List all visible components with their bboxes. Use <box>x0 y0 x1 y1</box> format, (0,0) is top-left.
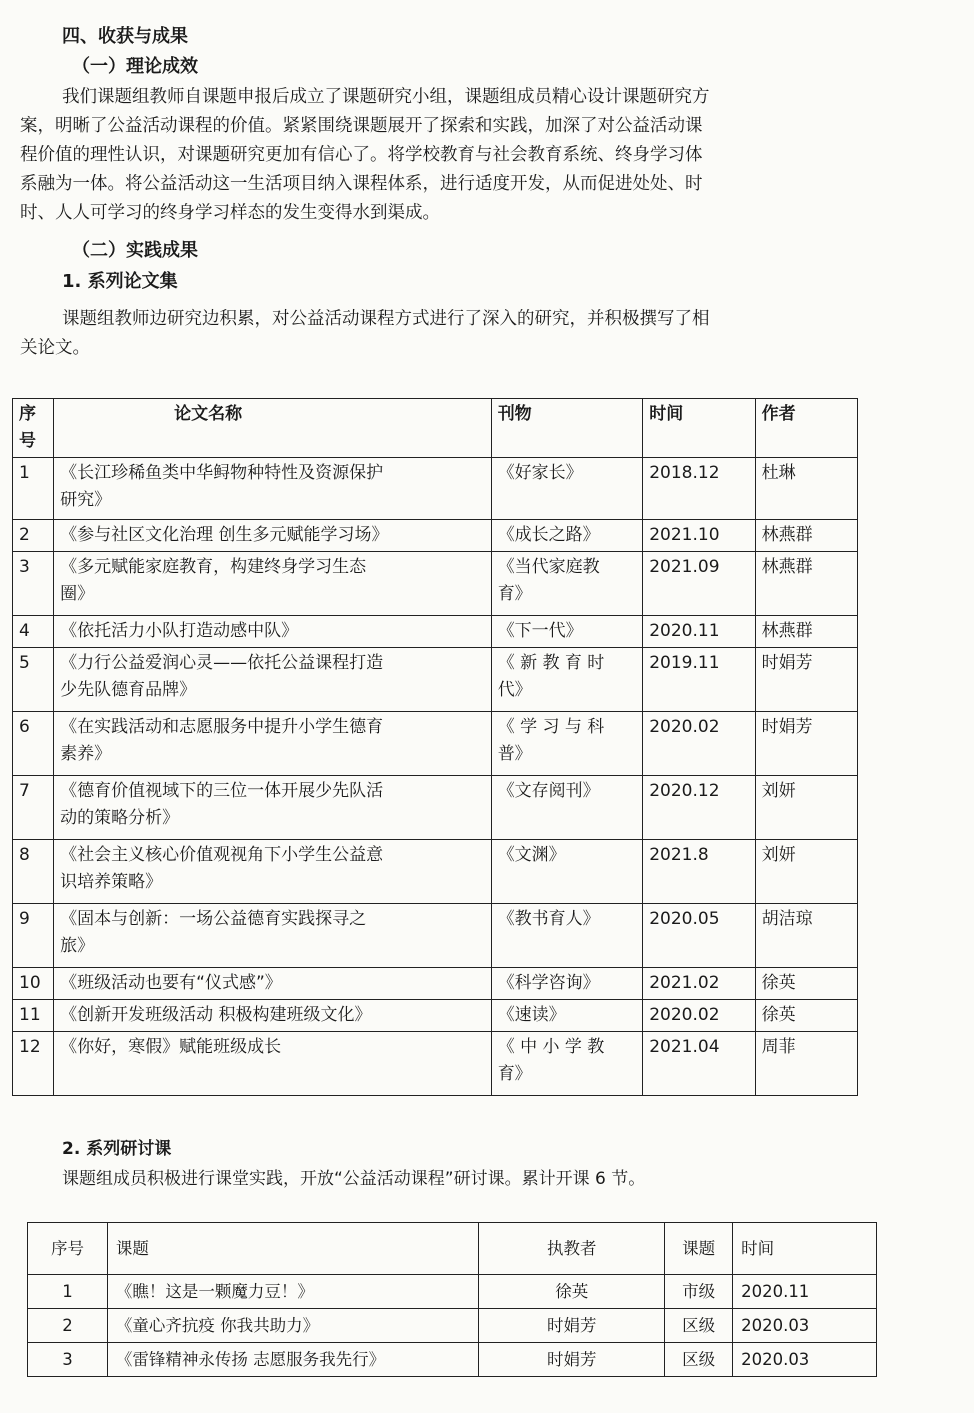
cell-time: 2021.09 <box>643 552 755 616</box>
cell-journal-line: 《成长之路》 <box>497 525 600 545</box>
table-row <box>13 904 858 968</box>
cell-title <box>54 776 492 840</box>
cell-time: 2021.02 <box>643 968 755 1000</box>
cell-title-line: 《你好，寒假》赋能班级成长 <box>60 1037 282 1057</box>
cell-title-line: 圈》 <box>60 584 95 604</box>
cell-journal <box>491 458 643 520</box>
cell-time: 2019.11 <box>643 648 755 712</box>
cell-journal-line: 《 学 习 与 科 <box>497 717 605 737</box>
cell-title-line: 《长江珍稀鱼类中华鲟物种特性及资源保护 <box>60 463 384 483</box>
header-topic: 课题 <box>107 1223 478 1275</box>
cell-time: 2021.04 <box>643 1032 755 1096</box>
section-heading: 四、收获与成果 <box>62 26 188 47</box>
cell-title-line: 《多元赋能家庭教育，构建终身学习生态 <box>60 557 367 577</box>
paragraph-line: 我们课题组教师自课题申报后成立了课题研究小组，课题组成员精心设计课题研究方 <box>62 87 710 107</box>
cell-journal-line: 《下一代》 <box>497 621 583 641</box>
cell-time: 2020.02 <box>643 1000 755 1032</box>
cell-author: 刘妍 <box>755 840 857 904</box>
cell-author: 刘妍 <box>755 776 857 840</box>
paragraph-line: 课题组教师边研究边积累，对公益活动课程方式进行了深入的研究，并积极撰写了相 <box>62 309 710 329</box>
cell-title-line: 动的策略分析》 <box>60 808 180 828</box>
cell-time: 2020.03 <box>733 1343 877 1377</box>
cell-title-line: 《力行公益爱润心灵——依托公益课程打造 <box>60 653 384 673</box>
cell-author: 林燕群 <box>755 616 857 648</box>
cell-journal-line: 《文渊》 <box>497 845 566 865</box>
cell-no: 1 <box>13 458 54 520</box>
cell-journal-line: 《 中 小 学 教 <box>497 1037 605 1057</box>
header-teacher: 执教者 <box>479 1223 665 1275</box>
cell-no: 7 <box>13 776 54 840</box>
cell-title <box>54 968 492 1000</box>
paragraph-line: 程价值的理性认识，对课题研究更加有信心了。将学校教育与社会教育系统、终身学习体 <box>20 145 703 165</box>
table-row <box>28 1309 877 1343</box>
cell-teacher: 时娟芳 <box>479 1309 665 1343</box>
table-row <box>13 1000 858 1032</box>
header-no: 序号 <box>28 1223 108 1275</box>
cell-journal-line: 普》 <box>497 744 532 764</box>
subsection-theory: （一）理论成效 <box>72 56 198 77</box>
header-journal: 刊物 <box>491 399 643 458</box>
header-time: 时间 <box>733 1223 877 1275</box>
cell-title-line: 《德育价值视域下的三位一体开展少先队活 <box>60 781 384 801</box>
cell-no: 1 <box>28 1275 108 1309</box>
cell-time: 2021.8 <box>643 840 755 904</box>
header-no: 序 号 <box>13 399 54 458</box>
paragraph-line: 关论文。 <box>20 338 90 358</box>
table-header-row <box>13 399 858 458</box>
cell-journal-line: 《好家长》 <box>497 463 583 483</box>
cell-author: 徐英 <box>755 968 857 1000</box>
cell-no: 3 <box>13 552 54 616</box>
cell-title-line: 旅》 <box>60 936 95 956</box>
cell-journal-line: 《当代家庭教 <box>497 557 600 577</box>
cell-level: 区级 <box>665 1343 733 1377</box>
cell-teacher: 徐英 <box>479 1275 665 1309</box>
cell-time: 2021.10 <box>643 520 755 552</box>
cell-no: 12 <box>13 1032 54 1096</box>
papers-table <box>12 398 858 1096</box>
header-author: 作者 <box>755 399 857 458</box>
cell-title-line: 少先队德育品牌》 <box>60 680 197 700</box>
subsection-lessons: 2. 系列研讨课 <box>62 1139 172 1159</box>
table-row <box>13 552 858 616</box>
table-row <box>13 712 858 776</box>
cell-title <box>54 904 492 968</box>
cell-topic: 《瞧！这是一颗魔力豆！》 <box>107 1275 478 1309</box>
cell-title-line: 识培养策略》 <box>60 872 163 892</box>
cell-journal-line: 《教书育人》 <box>497 909 600 929</box>
cell-author: 杜琳 <box>755 458 857 520</box>
lessons-table <box>27 1222 877 1377</box>
header-level: 课题 <box>665 1223 733 1275</box>
cell-author: 林燕群 <box>755 520 857 552</box>
table-row <box>13 520 858 552</box>
cell-no: 2 <box>28 1309 108 1343</box>
cell-level: 区级 <box>665 1309 733 1343</box>
cell-title-line: 研究》 <box>60 490 112 510</box>
cell-time: 2018.12 <box>643 458 755 520</box>
cell-journal <box>491 968 643 1000</box>
cell-time: 2020.11 <box>733 1275 877 1309</box>
header-time: 时间 <box>643 399 755 458</box>
cell-title-line: 《在实践活动和志愿服务中提升小学生德育 <box>60 717 384 737</box>
cell-journal-line: 《 新 教 育 时 <box>497 653 605 673</box>
table-row <box>13 458 858 520</box>
table-row <box>28 1343 877 1377</box>
cell-time: 2020.12 <box>643 776 755 840</box>
cell-time: 2020.11 <box>643 616 755 648</box>
table-row <box>28 1275 877 1309</box>
cell-topic: 《雷锋精神永传扬 志愿服务我先行》 <box>107 1343 478 1377</box>
paragraph-line: 课题组成员积极进行课堂实践，开放“公益活动课程”研讨课。累计开课 6 节。 <box>62 1169 646 1189</box>
cell-time: 2020.05 <box>643 904 755 968</box>
cell-journal <box>491 1000 643 1032</box>
cell-journal-line: 育》 <box>497 1064 532 1084</box>
cell-journal-line: 《科学咨询》 <box>497 973 600 993</box>
cell-level: 市级 <box>665 1275 733 1309</box>
cell-title <box>54 712 492 776</box>
subsection-papers: 1. 系列论文集 <box>62 271 178 292</box>
cell-author: 时娟芳 <box>755 712 857 776</box>
cell-title <box>54 840 492 904</box>
cell-title <box>54 552 492 616</box>
cell-author: 时娟芳 <box>755 648 857 712</box>
cell-journal <box>491 648 643 712</box>
cell-journal <box>491 552 643 616</box>
cell-title-line: 素养》 <box>60 744 112 764</box>
cell-title-line: 《创新开发班级活动 积极构建班级文化》 <box>60 1005 372 1025</box>
cell-journal <box>491 776 643 840</box>
cell-title <box>54 1032 492 1096</box>
cell-journal <box>491 616 643 648</box>
cell-no: 2 <box>13 520 54 552</box>
cell-author: 周菲 <box>755 1032 857 1096</box>
table-row <box>13 968 858 1000</box>
cell-title <box>54 616 492 648</box>
cell-journal <box>491 520 643 552</box>
cell-no: 9 <box>13 904 54 968</box>
paragraph-line: 系融为一体。将公益活动这一生活项目纳入课程体系，进行适度开发，从而促进处处、时 <box>20 174 703 194</box>
table-row <box>13 776 858 840</box>
cell-title-line: 《依托活力小队打造动感中队》 <box>60 621 299 641</box>
cell-teacher: 时娟芳 <box>479 1343 665 1377</box>
cell-journal <box>491 840 643 904</box>
cell-title <box>54 648 492 712</box>
cell-no: 11 <box>13 1000 54 1032</box>
cell-title <box>54 1000 492 1032</box>
cell-time: 2020.03 <box>733 1309 877 1343</box>
cell-no: 4 <box>13 616 54 648</box>
table-row <box>13 840 858 904</box>
header-title: 论文名称 <box>54 399 492 458</box>
cell-time: 2020.02 <box>643 712 755 776</box>
cell-journal <box>491 904 643 968</box>
cell-title-line: 《参与社区文化治理 创生多元赋能学习场》 <box>60 525 389 545</box>
cell-title <box>54 520 492 552</box>
cell-author: 林燕群 <box>755 552 857 616</box>
cell-title <box>54 458 492 520</box>
cell-author: 徐英 <box>755 1000 857 1032</box>
cell-no: 6 <box>13 712 54 776</box>
cell-journal-line: 代》 <box>497 680 532 700</box>
cell-journal-line: 《文存阅刊》 <box>497 781 600 801</box>
subsection-practice: （二）实践成果 <box>72 240 198 261</box>
cell-no: 5 <box>13 648 54 712</box>
paragraph-line: 案，明晰了公益活动课程的价值。紧紧围绕课题展开了探索和实践，加深了对公益活动课 <box>20 116 703 136</box>
cell-title-line: 《社会主义核心价值观视角下小学生公益意 <box>60 845 384 865</box>
cell-no: 10 <box>13 968 54 1000</box>
cell-journal-line: 育》 <box>497 584 532 604</box>
cell-journal <box>491 1032 643 1096</box>
cell-no: 8 <box>13 840 54 904</box>
cell-journal-line: 《速读》 <box>497 1005 566 1025</box>
cell-no: 3 <box>28 1343 108 1377</box>
paragraph-line: 时、人人可学习的终身学习样态的发生变得水到渠成。 <box>20 203 440 223</box>
cell-journal <box>491 712 643 776</box>
cell-title-line: 《班级活动也要有“仪式感”》 <box>60 973 282 993</box>
cell-author: 胡洁琼 <box>755 904 857 968</box>
cell-title-line: 《固本与创新：一场公益德育实践探寻之 <box>60 909 367 929</box>
table-header-row <box>28 1223 877 1275</box>
table-row <box>13 616 858 648</box>
table-row <box>13 1032 858 1096</box>
table-row <box>13 648 858 712</box>
cell-topic: 《童心齐抗疫 你我共助力》 <box>107 1309 478 1343</box>
